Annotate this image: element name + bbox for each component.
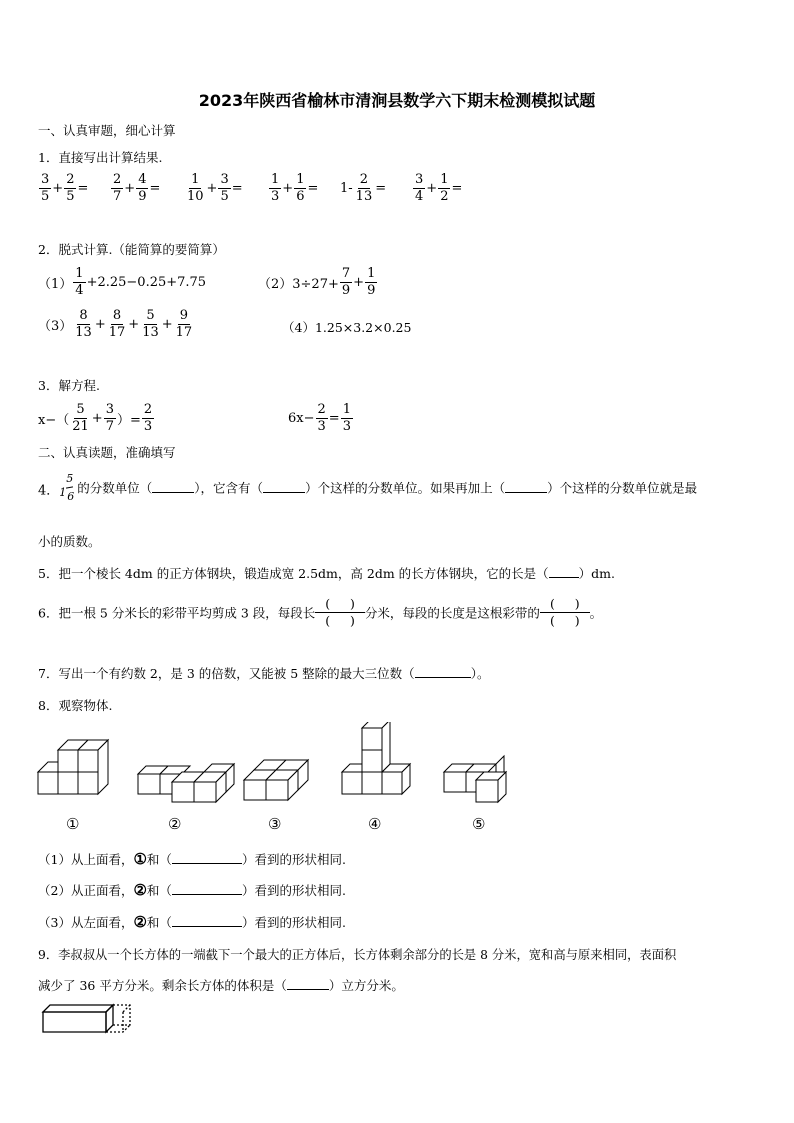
fraction: $\frac{8}{13}$ <box>75 308 92 340</box>
q9-line-2: 减少了 36 平方分米。剩余长方体的体积是（ ）立方分米。 <box>38 978 404 993</box>
q7: 7．写出一个有约数 2，是 3 的倍数，又能被 5 整除的最大三位数（ ）。 <box>38 666 490 681</box>
fraction: $\frac{5}{13}$ <box>142 308 159 340</box>
fraction: $\frac{3}{7}$ <box>105 402 114 434</box>
answer-blank[interactable] <box>263 481 305 493</box>
cuboid-figure <box>40 1000 144 1036</box>
answer-blank[interactable] <box>505 481 547 493</box>
q8-sub-3: （3）从左面看，②和（ ）看到的形状相同. <box>38 913 346 931</box>
figure-label: ④ <box>368 815 382 833</box>
fraction: $\frac{2}{7}$ <box>113 172 122 204</box>
fraction: $\frac{1}{9}$ <box>367 266 376 298</box>
q1-expression: $\frac{2}{7}$ + $\frac{4}{9}$ = <box>113 172 161 204</box>
q2-part4: （4）1.25×3.2×0.25 <box>282 320 412 335</box>
answer-blank[interactable] <box>152 481 194 493</box>
q2-part1: （1） $\frac{1}{4}$ +2.25−0.25+7.75 <box>38 266 207 298</box>
answer-blank[interactable] <box>172 915 242 927</box>
q1-expression: $\frac{1}{3}$ + $\frac{1}{6}$ = <box>271 172 319 204</box>
q4-line-2: 小的质数。 <box>38 534 101 549</box>
q5: 5．把一个棱长 4dm 的正方体钢块，锻造成宽 2.5dm，高 2dm 的长方体钢块，它的长是（ ）dm. <box>38 566 616 581</box>
q8-sub-2: （2）从正面看，②和（ ）看到的形状相同. <box>38 881 346 899</box>
answer-blank[interactable] <box>287 978 329 990</box>
cube-figure-5 <box>444 756 506 802</box>
fraction: $\frac{3}{4}$ <box>415 172 424 204</box>
cube-figure-3 <box>244 760 308 800</box>
fraction: $\frac{7}{9}$ <box>341 266 351 298</box>
cube-figure-1 <box>38 740 108 794</box>
answer-blank[interactable] <box>415 666 471 678</box>
q2-part2: （2）3÷27+ $\frac{7}{9}$ + $\frac{1}{9}$ <box>258 266 376 298</box>
fraction: $\frac{1}{3}$ <box>271 172 280 204</box>
q1-expression: 1- $\frac{2}{13}$ = <box>340 172 387 204</box>
cube-figure-2 <box>138 764 234 802</box>
q3-equation-1: x−（ $\frac{5}{21}$ + $\frac{3}{7}$ ）= $\frac{2}{3}$ <box>38 402 153 434</box>
q6: 6．把一根 5 分米长的彩带平均剪成 3 段，每段长 ( ) ( ) 分米，每段的长度是这根彩带的 ( ) ( ) 。 <box>38 596 603 628</box>
fraction: $\frac{8}{17}$ <box>108 308 126 340</box>
answer-blank[interactable] <box>172 852 242 864</box>
q2-part3: （3） $\frac{8}{13}$ + $\frac{8}{17}$ + $\frac{5}{13}$ + $\frac{9}{17}$ <box>38 308 193 340</box>
section-2-heading: 二、认真读题，准确填写 <box>38 445 176 460</box>
fraction: $\frac{3}{5}$ <box>41 172 50 204</box>
q9-line-1: 9．李叔叔从一个长方体的一端截下一个最大的正方体后，长方体剩余部分的长是 8 分米，宽和高与原来相同，表面积 <box>38 948 677 962</box>
answer-blank[interactable] <box>172 883 242 895</box>
fraction: $\frac{2}{13}$ <box>355 172 373 204</box>
fraction: $\frac{2}{3}$ <box>143 402 153 434</box>
cube-figures <box>30 722 520 812</box>
q3-prompt: 3．解方程. <box>38 378 100 393</box>
q1-prompt: 1．直接写出计算结果. <box>38 150 163 165</box>
q1-expression: $\frac{1}{10}$ + $\frac{3}{5}$ = <box>187 172 243 204</box>
fraction: $\frac{5}{21}$ <box>72 402 89 434</box>
fraction: $\frac{4}{9}$ <box>138 172 147 204</box>
fraction: $\frac{9}{17}$ <box>175 308 193 340</box>
q4-line-1: 4． 1 5 6 的分数单位（ ），它含有（ ）个这样的分数单位。如果再加上（ ）个这样的分数单位就是最 <box>38 472 698 503</box>
q2-prompt: 2．脱式计算.（能简算的要简算） <box>38 242 225 257</box>
fraction: $\frac{1}{4}$ <box>75 266 84 298</box>
fraction: $\frac{1}{10}$ <box>187 172 204 204</box>
q1-expression: $\frac{3}{5}$ + $\frac{2}{5}$ = <box>41 172 89 204</box>
fraction: $\frac{1}{6}$ <box>296 172 305 204</box>
fraction: $\frac{2}{5}$ <box>66 172 75 204</box>
q8-prompt: 8．观察物体. <box>38 698 113 713</box>
cube-figure-4 <box>342 722 410 794</box>
fraction: $\frac{3}{5}$ <box>220 172 229 204</box>
answer-blank[interactable] <box>549 566 579 578</box>
figure-label: ① <box>66 815 80 833</box>
fraction: $\frac{1}{3}$ <box>342 402 351 434</box>
fraction-blank[interactable]: ( ) ( ) <box>315 596 365 629</box>
q8-sub-1: （1）从上面看，①和（ ）看到的形状相同. <box>38 850 346 868</box>
fraction: $\frac{2}{3}$ <box>317 402 326 434</box>
figure-label: ③ <box>268 815 282 833</box>
fraction: $\frac{1}{2}$ <box>440 172 449 204</box>
fraction-blank[interactable]: ( ) ( ) <box>540 596 590 629</box>
q1-expression: $\frac{3}{4}$ + $\frac{1}{2}$ = <box>415 172 463 204</box>
figure-label: ② <box>168 815 182 833</box>
figure-label: ⑤ <box>472 815 486 833</box>
q3-equation-2: 6x− $\frac{2}{3}$ = $\frac{1}{3}$ <box>288 402 351 434</box>
page-title: 2023年陕西省榆林市清涧县数学六下期末检测模拟试题 <box>198 91 596 110</box>
section-1-heading: 一、认真审题，细心计算 <box>38 123 176 138</box>
